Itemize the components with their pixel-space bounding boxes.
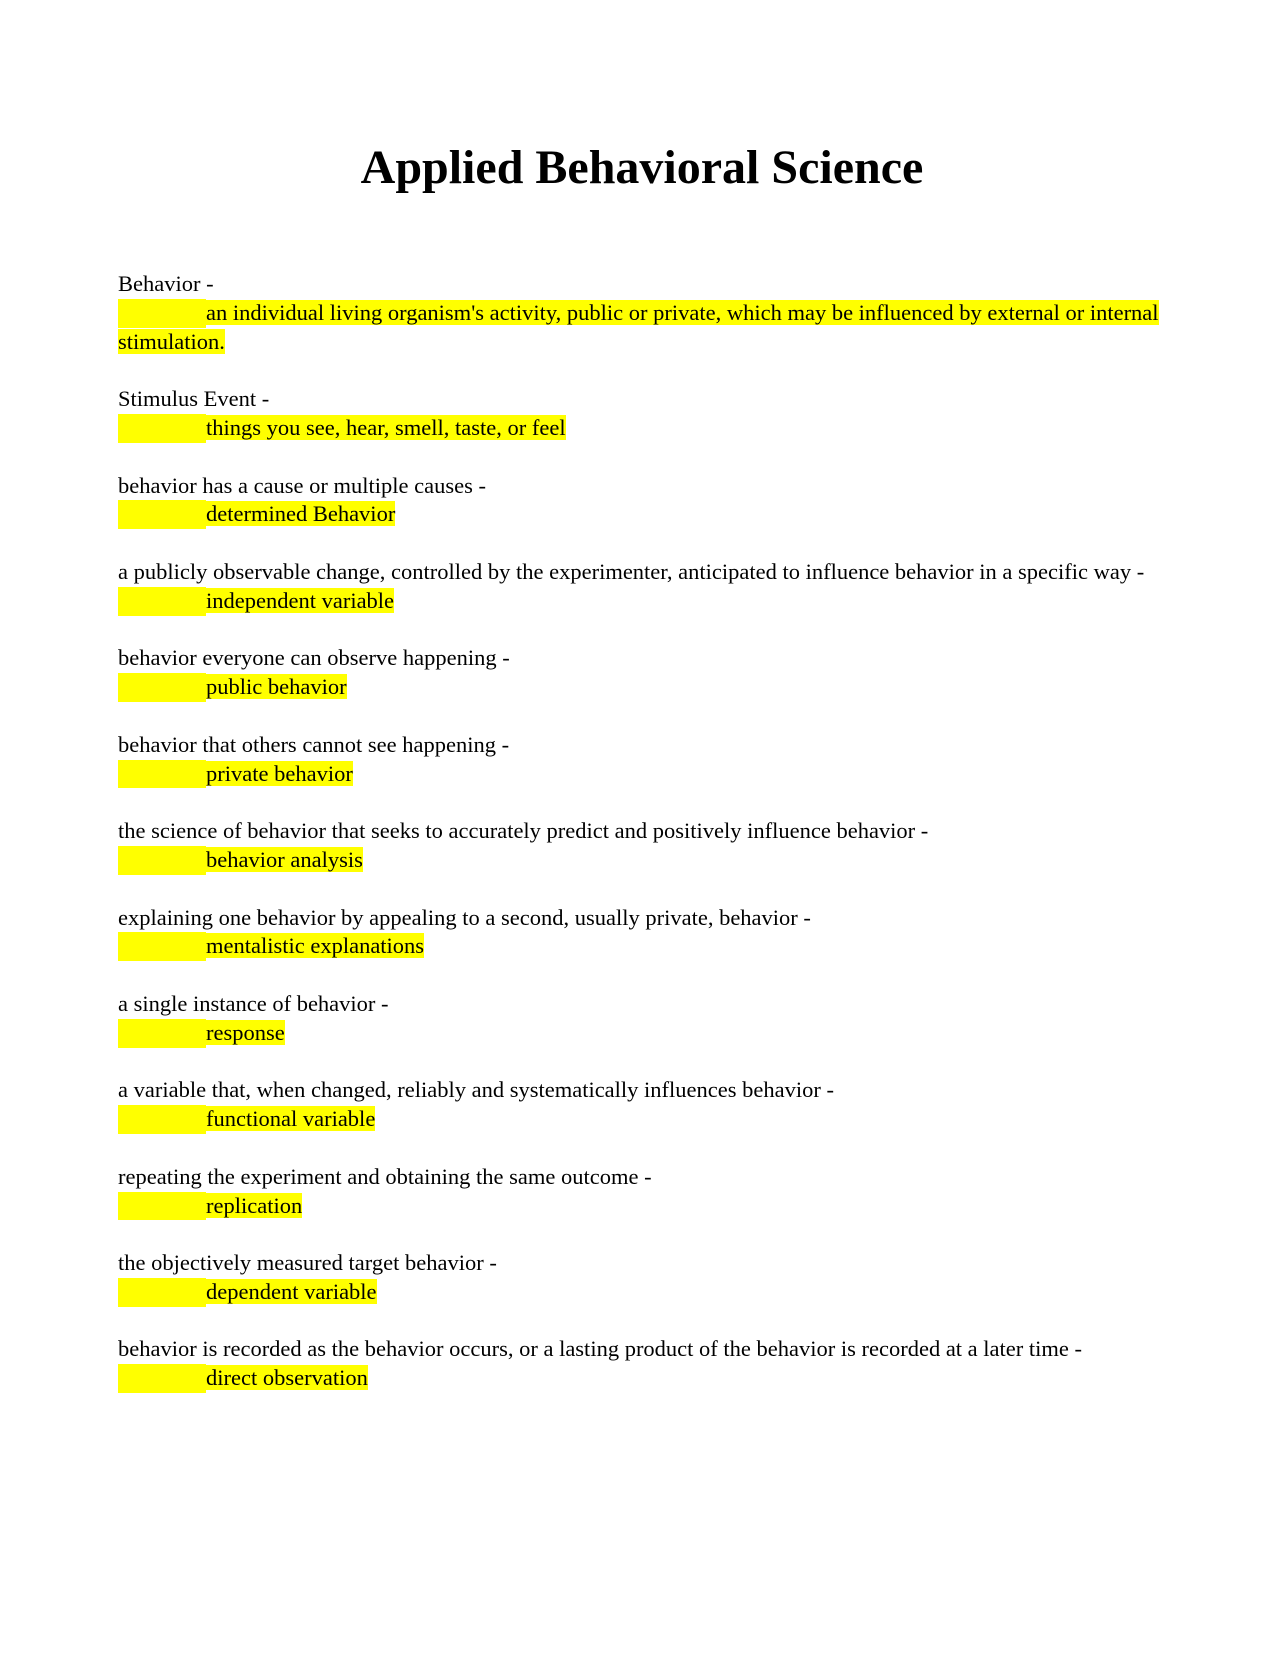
definition-highlight [118, 1193, 302, 1218]
glossary-entry [118, 644, 1162, 702]
tab-indent [118, 1105, 206, 1134]
glossary-entry [118, 472, 1162, 530]
entry-term: behavior that others cannot see happening - [118, 731, 510, 757]
definition-text: determined Behavior [206, 501, 396, 527]
definition-text: an individual living organism's activity, public or private, which may be influenced by external or internal stimulation. [118, 299, 1159, 354]
definition-highlight [118, 1279, 377, 1304]
definition-highlight [118, 501, 395, 526]
entry-term: a publicly observable change, controlled by the experimenter, anticipated to influence behavior in a specific way - [118, 558, 1145, 584]
tab-indent [118, 299, 206, 328]
tab-indent [118, 1019, 206, 1048]
definition-text: mentalistic explanations [206, 933, 425, 959]
entry-term: the objectively measured target behavior - [118, 1250, 497, 1276]
definition-text: things you see, hear, smell, taste, or feel [206, 414, 566, 440]
glossary-entry [118, 817, 1162, 875]
entry-term: repeating the experiment and obtaining the same outcome - [118, 1163, 652, 1189]
glossary-entry [118, 990, 1162, 1048]
definition-highlight [118, 847, 363, 872]
definition-highlight [118, 588, 394, 613]
entry-term: Stimulus Event - [118, 386, 270, 412]
definition-text: public behavior [206, 674, 347, 700]
entry-term: the science of behavior that seeks to accurately predict and positively influence behavior - [118, 818, 929, 844]
entry-definition [118, 500, 1162, 529]
definition-text: dependent variable [206, 1278, 377, 1304]
definition-highlight [118, 674, 347, 699]
tab-indent [118, 414, 206, 443]
entry-definition [118, 1192, 1162, 1221]
definition-highlight [118, 1106, 375, 1131]
definition-text: functional variable [206, 1106, 376, 1132]
definition-highlight [118, 761, 353, 786]
definition-highlight [118, 1365, 368, 1390]
definition-text: private behavior [206, 760, 353, 786]
tab-indent [118, 760, 206, 789]
entry-definition [118, 1019, 1162, 1048]
entry-definition [118, 587, 1162, 616]
tab-indent [118, 500, 206, 529]
glossary-list [118, 270, 1162, 1422]
definition-highlight [118, 415, 566, 440]
definition-text: independent variable [206, 587, 395, 613]
definition-text: response [206, 1019, 285, 1045]
page-title: Applied Behavioral Science [360, 141, 924, 194]
glossary-entry [118, 904, 1162, 962]
entry-definition [118, 1278, 1162, 1307]
entry-term: behavior has a cause or multiple causes - [118, 472, 486, 498]
definition-text: replication [206, 1192, 303, 1218]
entry-definition [118, 673, 1162, 702]
entry-term: Behavior - [118, 271, 214, 296]
definition-highlight [118, 933, 424, 958]
tab-indent [118, 932, 206, 961]
tab-indent [118, 1192, 206, 1221]
entry-definition [118, 1364, 1162, 1393]
glossary-entry [118, 1163, 1162, 1221]
definition-text: direct observation [206, 1365, 368, 1391]
definition-text: behavior analysis [206, 846, 363, 872]
definition-highlight [118, 300, 1159, 354]
entry-term: behavior everyone can observe happening - [118, 645, 510, 671]
entry-definition [118, 760, 1162, 789]
tab-indent [118, 1278, 206, 1307]
glossary-entry [118, 385, 1162, 443]
entry-definition [118, 414, 1162, 443]
glossary-entry [118, 731, 1162, 789]
tab-indent [118, 846, 206, 875]
tab-indent [118, 673, 206, 702]
entry-definition [118, 1105, 1162, 1134]
glossary-entry [118, 1249, 1162, 1307]
entry-definition [118, 846, 1162, 875]
definition-highlight [118, 1020, 285, 1045]
entry-term: behavior is recorded as the behavior occurs, or a lasting product of the behavior is recorded at a later time - [118, 1336, 1082, 1362]
entry-term: explaining one behavior by appealing to a second, usually private, behavior - [118, 904, 811, 930]
entry-term: a single instance of behavior - [118, 990, 389, 1016]
glossary-entry [118, 558, 1162, 616]
tab-indent [118, 587, 206, 616]
entry-definition [118, 299, 1162, 357]
entry-definition [118, 932, 1162, 961]
tab-indent [118, 1364, 206, 1393]
entry-term: a variable that, when changed, reliably and systematically influences behavior - [118, 1077, 834, 1103]
glossary-entry [118, 1076, 1162, 1134]
glossary-entry [118, 270, 1162, 356]
glossary-entry [118, 1335, 1162, 1393]
